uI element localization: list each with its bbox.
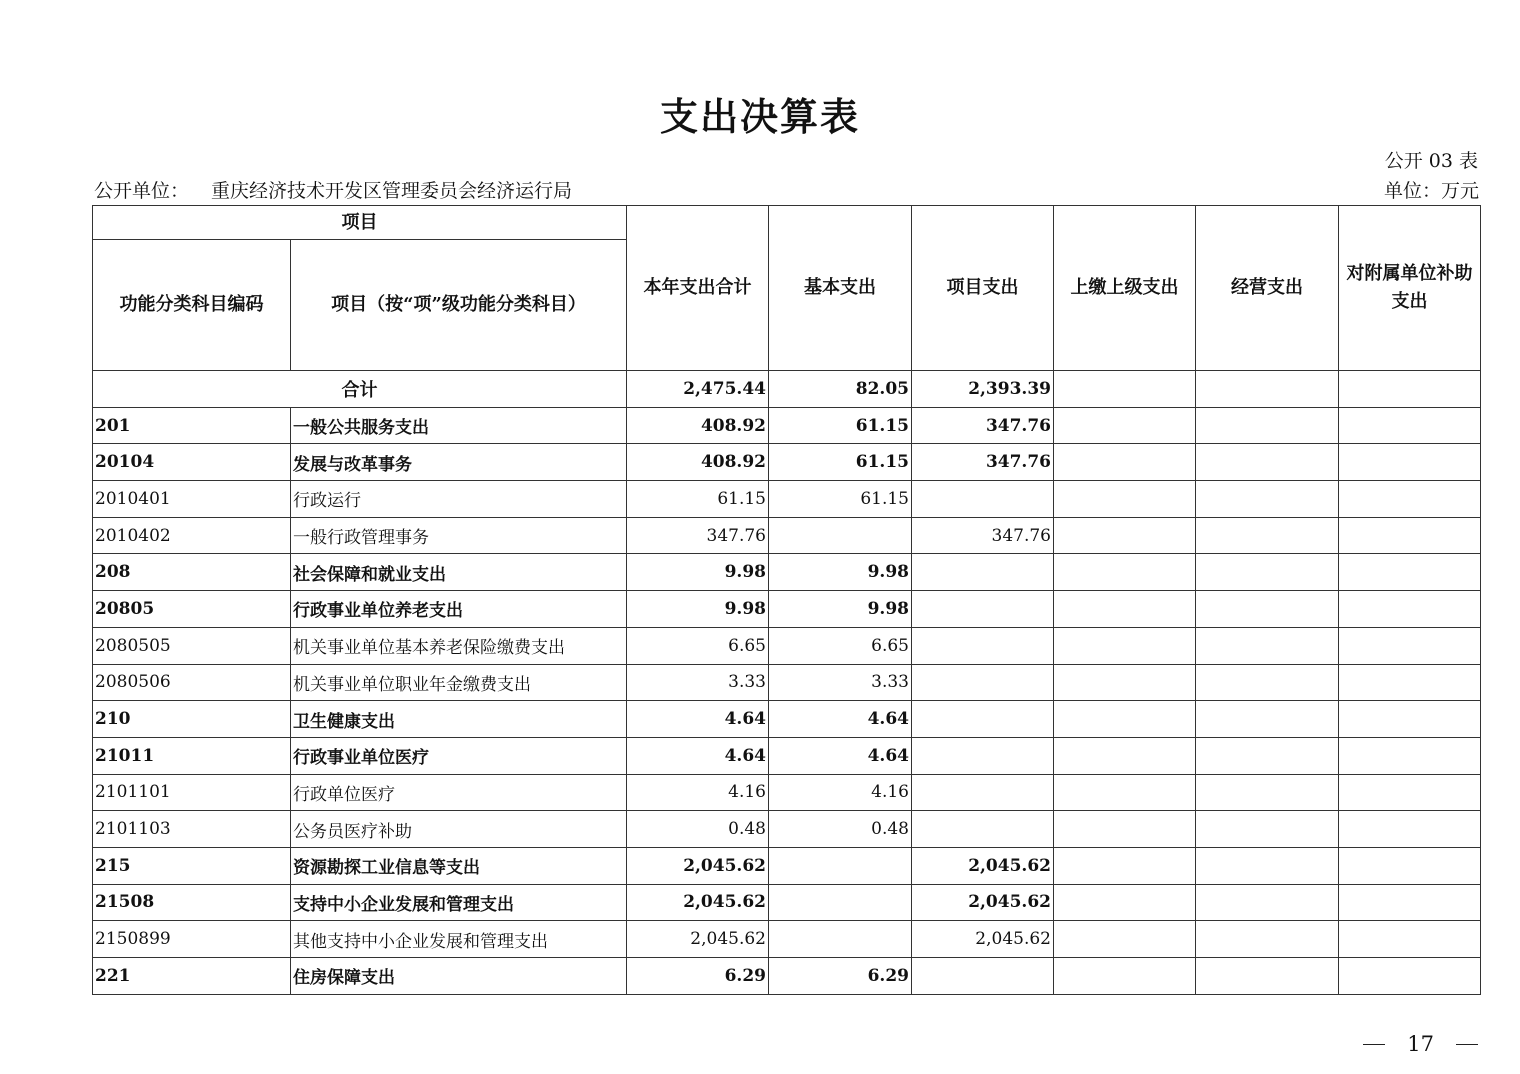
table-row xyxy=(93,407,1481,444)
cell-remit xyxy=(1054,701,1196,738)
page-dash-left xyxy=(1363,1044,1385,1045)
cell-operation xyxy=(1196,884,1339,921)
cell-name: 资源勘探工业信息等支出 xyxy=(291,847,627,884)
cell-project xyxy=(912,774,1054,811)
cell-total: 3.33 xyxy=(627,664,769,701)
cell-project xyxy=(912,591,1054,628)
cell-remit xyxy=(1054,811,1196,848)
cell-subsidy xyxy=(1339,701,1481,738)
cell-name: 机关事业单位职业年金缴费支出 xyxy=(291,664,627,701)
cell-name: 其他支持中小企业发展和管理支出 xyxy=(291,921,627,958)
page-number-value: 17 xyxy=(1407,1032,1434,1056)
total-subsidy xyxy=(1339,371,1481,408)
cell-basic: 61.15 xyxy=(769,481,912,518)
cell-total: 6.29 xyxy=(627,958,769,995)
cell-name: 支持中小企业发展和管理支出 xyxy=(291,884,627,921)
cell-remit xyxy=(1054,921,1196,958)
cell-operation xyxy=(1196,591,1339,628)
cell-name: 公务员医疗补助 xyxy=(291,811,627,848)
cell-total: 61.15 xyxy=(627,481,769,518)
cell-basic xyxy=(769,884,912,921)
total-row xyxy=(93,371,1481,408)
header-name: 项目（按“项”级功能分类科目） xyxy=(291,240,627,371)
cell-total: 2,045.62 xyxy=(627,847,769,884)
cell-code: 2101101 xyxy=(93,774,291,811)
cell-code: 21508 xyxy=(93,884,291,921)
cell-operation xyxy=(1196,554,1339,591)
header-basic: 基本支出 xyxy=(769,206,912,371)
cell-basic: 61.15 xyxy=(769,444,912,481)
total-basic: 82.05 xyxy=(769,371,912,408)
total-remit xyxy=(1054,371,1196,408)
cell-operation xyxy=(1196,627,1339,664)
table-row xyxy=(93,811,1481,848)
total-label: 合计 xyxy=(93,371,627,408)
cell-subsidy xyxy=(1339,921,1481,958)
cell-basic: 9.98 xyxy=(769,554,912,591)
cell-total: 347.76 xyxy=(627,517,769,554)
cell-subsidy xyxy=(1339,517,1481,554)
cell-basic xyxy=(769,847,912,884)
org-name: 重庆经济技术开发区管理委员会经济运行局 xyxy=(211,180,573,202)
cell-basic: 4.64 xyxy=(769,701,912,738)
cell-total: 408.92 xyxy=(627,407,769,444)
cell-operation xyxy=(1196,774,1339,811)
table-row xyxy=(93,444,1481,481)
cell-code: 215 xyxy=(93,847,291,884)
cell-subsidy xyxy=(1339,481,1481,518)
cell-code: 210 xyxy=(93,701,291,738)
cell-code: 2010401 xyxy=(93,481,291,518)
cell-total: 4.16 xyxy=(627,774,769,811)
cell-project: 347.76 xyxy=(912,407,1054,444)
cell-name: 一般行政管理事务 xyxy=(291,517,627,554)
cell-name: 机关事业单位基本养老保险缴费支出 xyxy=(291,627,627,664)
table-row xyxy=(93,481,1481,518)
header-project: 项目支出 xyxy=(912,206,1054,371)
cell-subsidy xyxy=(1339,407,1481,444)
cell-subsidy xyxy=(1339,884,1481,921)
cell-total: 408.92 xyxy=(627,444,769,481)
cell-remit xyxy=(1054,517,1196,554)
cell-subsidy xyxy=(1339,774,1481,811)
header-remit: 上缴上级支出 xyxy=(1054,206,1196,371)
cell-project xyxy=(912,554,1054,591)
header-code: 功能分类科目编码 xyxy=(93,240,291,371)
cell-code: 2150899 xyxy=(93,921,291,958)
header-total: 本年支出合计 xyxy=(627,206,769,371)
cell-remit xyxy=(1054,481,1196,518)
cell-project xyxy=(912,701,1054,738)
cell-code: 2010402 xyxy=(93,517,291,554)
table-row xyxy=(93,591,1481,628)
cell-code: 2101103 xyxy=(93,811,291,848)
cell-remit xyxy=(1054,884,1196,921)
total-project: 2,393.39 xyxy=(912,371,1054,408)
cell-basic: 3.33 xyxy=(769,664,912,701)
cell-basic: 6.29 xyxy=(769,958,912,995)
cell-subsidy xyxy=(1339,737,1481,774)
cell-project: 347.76 xyxy=(912,444,1054,481)
cell-basic: 4.64 xyxy=(769,737,912,774)
cell-code: 208 xyxy=(93,554,291,591)
form-number: 公开 03 表 xyxy=(1384,150,1478,172)
cell-basic: 0.48 xyxy=(769,811,912,848)
table-row xyxy=(93,701,1481,738)
cell-operation xyxy=(1196,517,1339,554)
page-title: 支出决算表 xyxy=(659,94,860,139)
cell-operation xyxy=(1196,407,1339,444)
cell-total: 0.48 xyxy=(627,811,769,848)
cell-subsidy xyxy=(1339,664,1481,701)
cell-name: 发展与改革事务 xyxy=(291,444,627,481)
cell-total: 2,045.62 xyxy=(627,921,769,958)
cell-basic: 6.65 xyxy=(769,627,912,664)
cell-name: 行政运行 xyxy=(291,481,627,518)
cell-basic xyxy=(769,921,912,958)
cell-name: 卫生健康支出 xyxy=(291,701,627,738)
cell-total: 2,045.62 xyxy=(627,884,769,921)
cell-total: 9.98 xyxy=(627,591,769,628)
cell-name: 住房保障支出 xyxy=(291,958,627,995)
cell-subsidy xyxy=(1339,444,1481,481)
total-total: 2,475.44 xyxy=(627,371,769,408)
cell-project: 2,045.62 xyxy=(912,847,1054,884)
cell-operation xyxy=(1196,958,1339,995)
cell-remit xyxy=(1054,444,1196,481)
cell-basic: 9.98 xyxy=(769,591,912,628)
cell-operation xyxy=(1196,737,1339,774)
header-operation: 经营支出 xyxy=(1196,206,1339,371)
table-row xyxy=(93,921,1481,958)
cell-remit xyxy=(1054,847,1196,884)
page-number xyxy=(1363,1032,1478,1056)
cell-operation xyxy=(1196,481,1339,518)
cell-total: 6.65 xyxy=(627,627,769,664)
cell-remit xyxy=(1054,627,1196,664)
cell-remit xyxy=(1054,737,1196,774)
cell-code: 201 xyxy=(93,407,291,444)
cell-name: 行政事业单位养老支出 xyxy=(291,591,627,628)
cell-project xyxy=(912,664,1054,701)
table-row xyxy=(93,958,1481,995)
cell-code: 20104 xyxy=(93,444,291,481)
header-subsidy: 对附属单位补助支出 xyxy=(1339,206,1481,371)
cell-subsidy xyxy=(1339,591,1481,628)
cell-remit xyxy=(1054,554,1196,591)
table-body xyxy=(93,371,1481,995)
cell-basic: 4.16 xyxy=(769,774,912,811)
cell-operation xyxy=(1196,811,1339,848)
cell-code: 20805 xyxy=(93,591,291,628)
cell-total: 4.64 xyxy=(627,701,769,738)
cell-operation xyxy=(1196,701,1339,738)
cell-remit xyxy=(1054,591,1196,628)
cell-project xyxy=(912,958,1054,995)
cell-name: 行政单位医疗 xyxy=(291,774,627,811)
cell-project: 347.76 xyxy=(912,517,1054,554)
cell-name: 行政事业单位医疗 xyxy=(291,737,627,774)
cell-code: 2080505 xyxy=(93,627,291,664)
cell-subsidy xyxy=(1339,958,1481,995)
page-dash-right xyxy=(1456,1044,1478,1045)
cell-remit xyxy=(1054,407,1196,444)
cell-name: 社会保障和就业支出 xyxy=(291,554,627,591)
cell-basic xyxy=(769,517,912,554)
total-operation xyxy=(1196,371,1339,408)
cell-project xyxy=(912,627,1054,664)
cell-remit xyxy=(1054,774,1196,811)
cell-project xyxy=(912,811,1054,848)
cell-total: 9.98 xyxy=(627,554,769,591)
cell-code: 221 xyxy=(93,958,291,995)
cell-project: 2,045.62 xyxy=(912,921,1054,958)
cell-subsidy xyxy=(1339,554,1481,591)
table-row xyxy=(93,774,1481,811)
cell-operation xyxy=(1196,847,1339,884)
cell-code: 21011 xyxy=(93,737,291,774)
cell-operation xyxy=(1196,921,1339,958)
table-row xyxy=(93,627,1481,664)
cell-subsidy xyxy=(1339,811,1481,848)
cell-remit xyxy=(1054,958,1196,995)
table-row xyxy=(93,664,1481,701)
cell-project: 2,045.62 xyxy=(912,884,1054,921)
unit-line xyxy=(94,176,1479,203)
cell-remit xyxy=(1054,664,1196,701)
cell-operation xyxy=(1196,664,1339,701)
org-label: 公开单位： xyxy=(94,180,190,202)
cell-subsidy xyxy=(1339,627,1481,664)
cell-operation xyxy=(1196,444,1339,481)
table-row xyxy=(93,517,1481,554)
header-project-group: 项目 xyxy=(93,206,627,240)
expenditure-table xyxy=(92,205,1481,995)
cell-subsidy xyxy=(1339,847,1481,884)
cell-name: 一般公共服务支出 xyxy=(291,407,627,444)
cell-code: 2080506 xyxy=(93,664,291,701)
cell-project xyxy=(912,737,1054,774)
cell-basic: 61.15 xyxy=(769,407,912,444)
table-row xyxy=(93,847,1481,884)
table-row xyxy=(93,737,1481,774)
money-unit: 单位：万元 xyxy=(1383,180,1479,202)
cell-total: 4.64 xyxy=(627,737,769,774)
table-row xyxy=(93,884,1481,921)
table-row xyxy=(93,554,1481,591)
cell-project xyxy=(912,481,1054,518)
